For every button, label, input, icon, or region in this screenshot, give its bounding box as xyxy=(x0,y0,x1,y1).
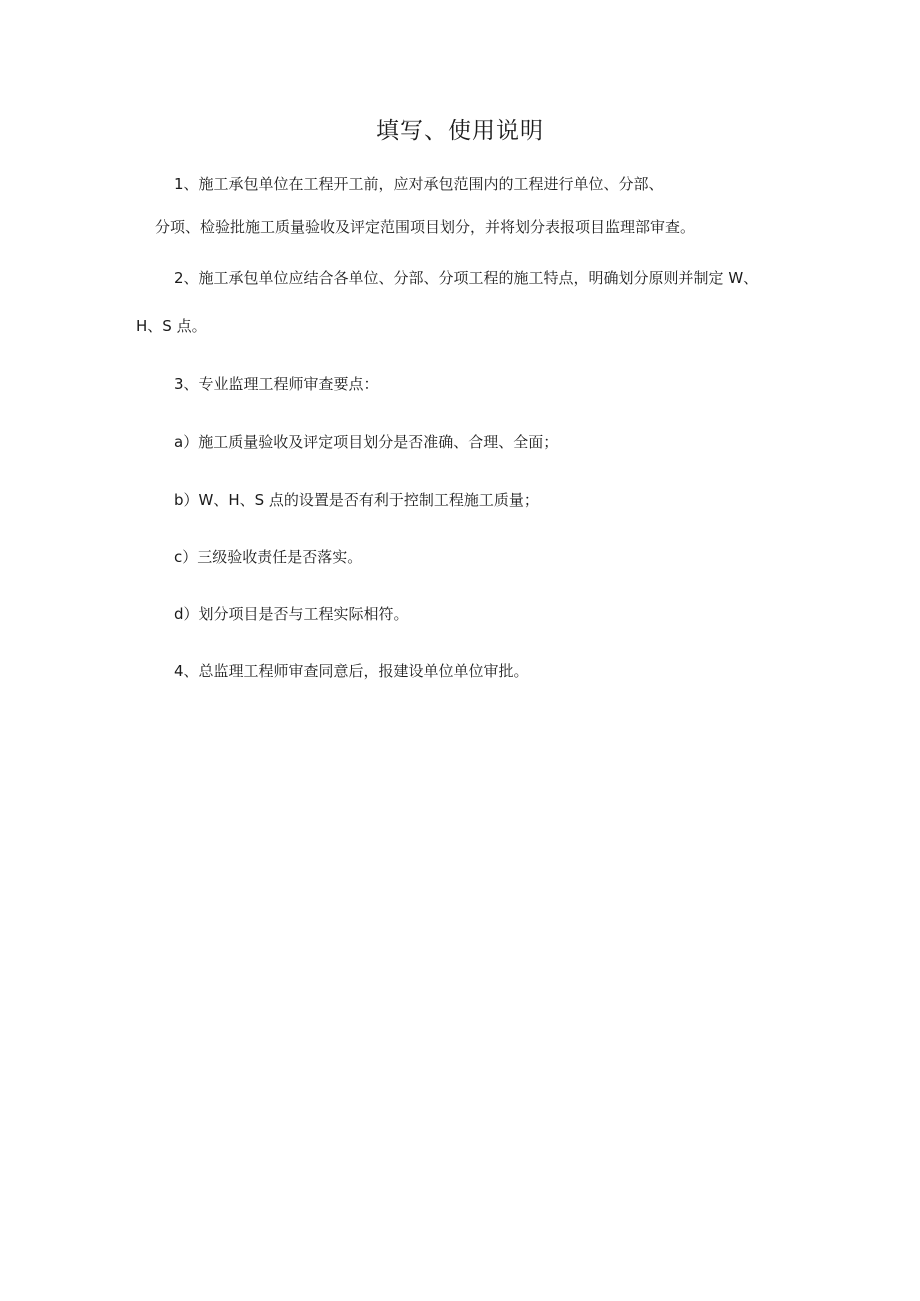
item-4-line: 4、总监理工程师审查同意后，报建设单位单位审批。 xyxy=(174,662,529,680)
item-2-line-1: 2、施工承包单位应结合各单位、分部、分项工程的施工特点，明确划分原则并制定 W、 xyxy=(174,269,759,287)
page-title: 填写、使用说明 xyxy=(376,118,544,144)
item-3-heading: 3、专业监理工程师审查要点： xyxy=(174,375,379,393)
item-1-line-2: 分项、检验批施工质量验收及评定范围项目划分，并将划分表报项目监理部审查。 xyxy=(155,218,696,236)
item-3-point-a: a）施工质量验收及评定项目划分是否准确、合理、全面； xyxy=(174,433,559,451)
item-3-point-b: b）W、H、S 点的设置是否有利于控制工程施工质量； xyxy=(174,491,539,509)
item-2-line-2: H、S 点。 xyxy=(136,317,207,335)
item-3-point-c: c）三级验收责任是否落实。 xyxy=(174,548,363,566)
item-3-point-d: d）划分项目是否与工程实际相符。 xyxy=(174,605,409,623)
item-1-line-1: 1、施工承包单位在工程开工前，应对承包范围内的工程进行单位、分部、 xyxy=(174,175,664,193)
